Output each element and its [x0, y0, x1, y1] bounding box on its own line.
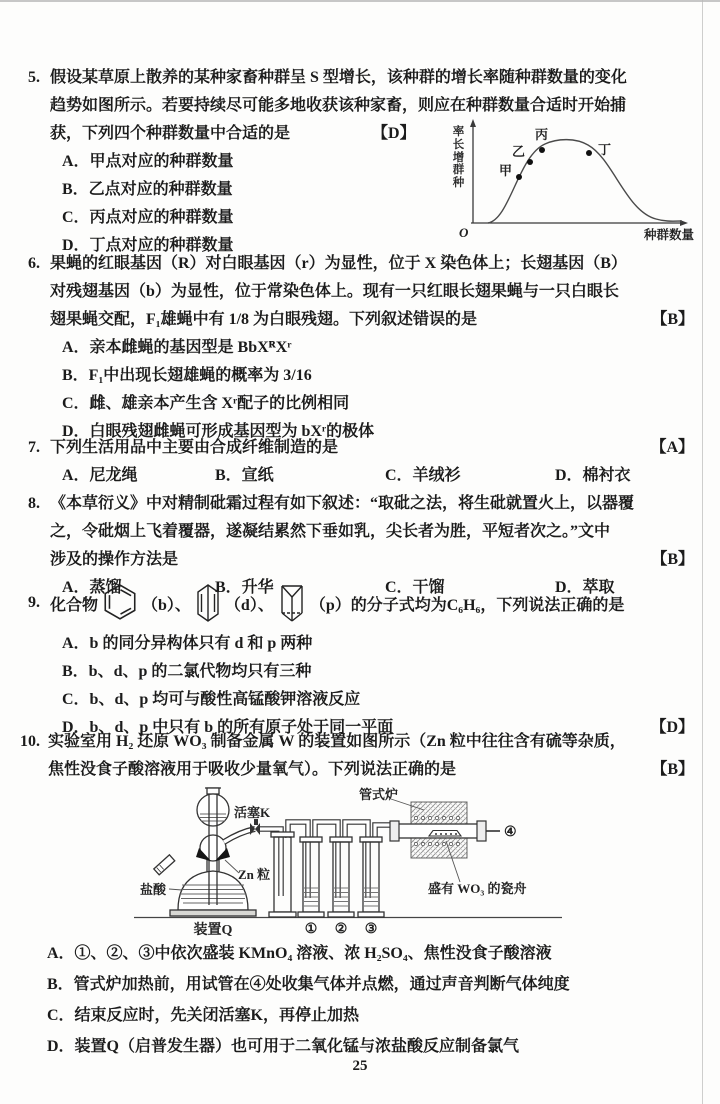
question-text: 对残翅基因（b）为显性，位于常染色体上。现有一只红眼长翅果蝇与一只白眼长 [50, 283, 619, 300]
option-d: D．棉衬衣 [555, 467, 631, 484]
option-b: B．管式炉加热前，用试管在④处收集气体并点燃，通过声音判断气体纯度 [47, 976, 570, 993]
furnace-label: 管式炉 [359, 787, 399, 802]
option-d: D．白眼残翅雌蝇可形成基因型为 bXʳ的极体 [62, 423, 375, 440]
scan-edge-top [0, 0, 720, 2]
x-axis-label: 种群数量 [644, 228, 695, 242]
question-line [0, 306, 720, 334]
answer-marker: 【A】 [650, 439, 694, 456]
option-a: A．尼龙绳 [62, 467, 138, 484]
question-line [0, 250, 720, 278]
answer-marker: 【D】 [650, 719, 694, 736]
q5-growth-rate-figure [448, 112, 700, 250]
question-number: 5. [28, 69, 40, 86]
acid-leader-line [169, 889, 182, 890]
option-c: C．结束反应时，先关闭活塞K，再停止加热 [47, 1007, 360, 1024]
option-c: C．b、d、p 均可与酸性高锰酸钾溶液反应 [62, 691, 361, 708]
side-spout [154, 855, 175, 875]
bottle-3-number: ③ [364, 922, 378, 937]
options-row [0, 462, 720, 490]
option-b: B．升华 [215, 579, 274, 596]
option-a: A．亲本雌蝇的基因型是 BbXᴿXʳ [62, 339, 292, 356]
option-b: B．乙点对应的种群数量 [62, 181, 233, 198]
option-b: B．F₁中出现长翅雄蝇的概率为 3/16 [62, 367, 312, 384]
option-c: C．干馏 [385, 579, 445, 596]
bottle-1-number: ① [304, 922, 318, 937]
structure-label-d: （d）、 [224, 596, 274, 614]
tube-furnace [390, 799, 500, 882]
question-9-stem [0, 580, 720, 626]
point-jia [516, 174, 522, 180]
device-q-label: 装置Q [193, 923, 233, 938]
option-b: B．宣纸 [215, 467, 274, 484]
question-number: 10. [20, 733, 40, 750]
question-line [0, 756, 720, 784]
zn-leader-line [225, 860, 239, 873]
question-line [0, 490, 720, 518]
stopcock-label: 活塞K [234, 805, 271, 820]
question-number: 8. [28, 495, 40, 512]
question-text: 趋势如图所示。若要持续尽可能多地收获该种家畜，则应在种群数量合适时开始捕 [50, 97, 627, 114]
question-number: 6. [28, 255, 40, 272]
question-10-options [0, 938, 720, 1062]
zn-label: Zn 粒 [238, 867, 271, 882]
point-label-yi: 乙 [512, 144, 526, 159]
question-line [0, 728, 720, 756]
answer-marker: 【B】 [651, 761, 694, 778]
question-number: 9. [28, 594, 40, 611]
question-text: 获，下列四个种群数量中合适的是 [50, 125, 291, 142]
question-text: 焦性没食子酸溶液用于吸收少量氧气）。下列说法正确的是 [48, 761, 457, 778]
option-d: D．b、d、p 中只有 b 的所有原子处于同一平面 [62, 719, 394, 736]
question-6 [0, 250, 720, 446]
question-text: 涉及的操作方法是 [50, 551, 179, 568]
question-number: 7. [28, 439, 40, 456]
question-line [0, 546, 720, 574]
question-line [0, 64, 720, 92]
question-text: 化合物 [50, 596, 99, 614]
question-text: 下列生活用品中主要由合成纤维制造的是 [50, 439, 339, 456]
option-d: D．丁点对应的种群数量 [62, 237, 234, 254]
option-a: A．①、②、③中依次盛装 KMnO₄ 溶液、浓 H₂SO₄、焦性没食子酸溶液 [47, 945, 552, 962]
question-text: （p）的分子式均为C₆H₆，下列说法正确的是 [309, 596, 625, 614]
question-7 [0, 434, 720, 490]
question-10 [0, 728, 720, 784]
dewar-benzene-structure-d [195, 583, 221, 623]
question-text: 果蝇的红眼基因（R）对白眼基因（r）为显性，位于 X 染色体上；长翅基因（B） [50, 255, 627, 272]
question-text: 假设某草原上散养的某种家畜种群呈 S 型增长，该种群的增长率随种群数量的变化 [50, 69, 627, 86]
answer-marker: 【B】 [651, 311, 694, 328]
point-ding [586, 150, 592, 156]
question-text: 《本草衍义》中对精制砒霜过程有如下叙述：“取砒之法，将生砒就置火上，以器覆 [50, 495, 635, 512]
origin-label: O [459, 225, 469, 240]
structure-label-b: （b）、 [142, 596, 191, 614]
question-line [0, 434, 720, 462]
outlet-number: ④ [504, 825, 517, 840]
answer-marker: 【D】 [372, 125, 416, 142]
point-yi [527, 159, 533, 165]
y-axis-arrow [470, 119, 476, 127]
q10-apparatus-diagram [128, 786, 568, 938]
answer-marker: 【B】 [651, 551, 694, 568]
option-a: A．蒸馏 [62, 579, 122, 596]
question-text: 实验室用 H₂ 还原 WO₃ 制备金属 W 的装置如图所示（Zn 粒中往往含有硫等杂质， [48, 733, 626, 750]
bottle-2-number: ② [334, 922, 348, 937]
prismane-structure-p [278, 582, 306, 624]
boat-label: 盛有 WO₃ 的瓷舟 [428, 881, 527, 896]
option-b: B．b、d、p 的二氯代物均只有三种 [62, 663, 312, 680]
option-a: A．甲点对应的种群数量 [62, 153, 234, 170]
question-text: 翅果蝇交配，F₁雄蝇中有 1/8 为白眼残翅。下列叙述错误的是 [50, 311, 478, 328]
option-a: A．b 的同分异构体只有 d 和 p 两种 [62, 635, 313, 652]
option-c: C．羊绒衫 [385, 467, 461, 484]
page-number: 25 [352, 1058, 368, 1074]
option-c: C．雌、雄亲本产生含 Xʳ配子的比例相同 [62, 395, 350, 412]
question-9-options [0, 630, 720, 742]
point-bing [539, 147, 545, 153]
option-d: D．萃取 [555, 579, 615, 596]
option-c: C．丙点对应的种群数量 [62, 209, 234, 226]
benzene-structure-b [102, 583, 138, 623]
option-d: D．装置Q（启普发生器）也可用于二氧化锰与浓盐酸反应制备氯气 [47, 1038, 520, 1055]
point-label-jia: 甲 [499, 163, 513, 178]
y-axis-label: 率长增群种 [452, 126, 465, 190]
base-tray [170, 910, 256, 916]
point-label-ding: 丁 [598, 142, 612, 157]
point-label-bing: 丙 [535, 127, 549, 142]
question-text: 之，令砒烟上飞着覆器，遂凝结累然下垂如乳，尖长者为胜，平短者次之。”文中 [50, 523, 611, 540]
acid-label: 盐酸 [140, 882, 167, 897]
